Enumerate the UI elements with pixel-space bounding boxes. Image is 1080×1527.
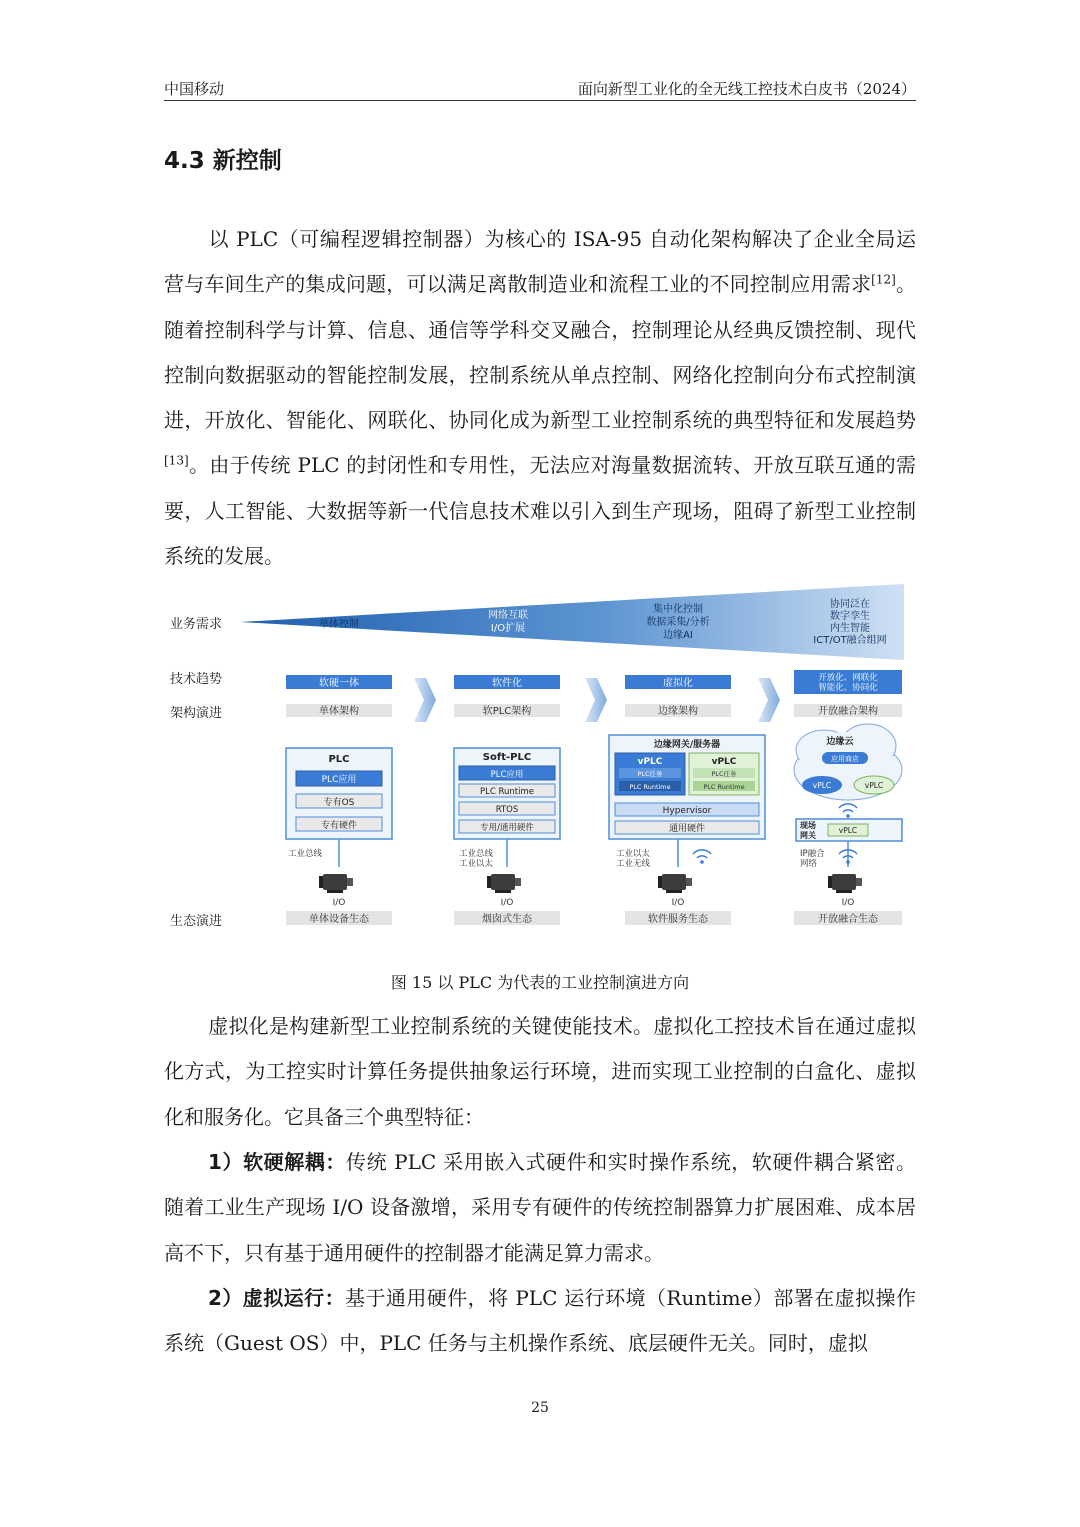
bus-label: 工业无线 <box>616 859 651 869</box>
arch-stage-1: 单体架构 <box>319 706 359 717</box>
row-label-eco: 生态演进 <box>170 914 223 929</box>
arch-stage-2: 软PLC架构 <box>482 706 532 717</box>
business-stage-4-line: 数字孪生 <box>830 611 870 622</box>
chevron-arrow-icon <box>585 678 607 722</box>
vplc-vm-2-title: vPLC <box>711 757 737 767</box>
feature-label: 1）软硬解耦： <box>208 1150 347 1174</box>
eco-stage-1: 单体设备生态 <box>309 914 369 925</box>
softplc-app-label: PLC应用 <box>490 770 524 780</box>
tech-stage-4-line: 开放化、网联化 <box>818 673 878 683</box>
plc-hw-label: 专有硬件 <box>320 821 358 831</box>
feature-label: 2）虚拟运行： <box>208 1286 346 1310</box>
motor-icon <box>828 874 862 893</box>
tech-stage-4-line: 智能化、协同化 <box>818 683 878 693</box>
row-label-arch: 架构演进 <box>170 706 223 721</box>
motor-icon <box>658 874 692 893</box>
plc-app-label: PLC应用 <box>321 775 357 785</box>
wifi-icon <box>693 850 711 864</box>
tech-stage-1: 软硬一体 <box>319 678 359 689</box>
edge-cloud-title: 边缘云 <box>826 737 854 747</box>
field-gateway-label: 网关 <box>800 831 816 840</box>
business-stage-4-line: 协同泛在 <box>830 599 870 610</box>
bus-label: 工业总线 <box>288 849 323 859</box>
bus-label: 工业以太 <box>459 859 494 869</box>
plc-title: PLC <box>328 754 350 765</box>
wifi-icon <box>839 804 857 818</box>
business-stage-3-line: 边缘AI <box>663 630 693 641</box>
general-hw-label: 通用硬件 <box>668 824 706 834</box>
evolution-diagram <box>164 580 916 940</box>
motor-icon <box>319 874 353 893</box>
softplc-runtime-label: PLC Runtime <box>479 787 535 797</box>
edge-server-title: 边缘网关/服务器 <box>653 740 721 750</box>
business-stage-3-line: 数据采集/分析 <box>646 617 710 628</box>
cloud-vplc-a-label: vPLC <box>812 781 832 790</box>
eco-stage-3: 软件服务生态 <box>648 914 708 925</box>
paragraph-text: 。由于传统 PLC 的封闭性和专用性，无法应对海量数据流转、开放互联互通的需要，人工智能、大数据等新一代信息技术难以引入到生产现场，阻碍了新型工业控制系统的发展。 <box>164 453 916 569</box>
gateway-vplc-label: vPLC <box>838 826 858 835</box>
citation-ref[interactable]: [13] <box>164 453 189 468</box>
field-gateway-label: 现场 <box>800 821 816 830</box>
row-label-business: 业务需求 <box>170 617 223 632</box>
vplc-runtime-label: PLC Runtime <box>703 783 745 791</box>
business-stage-4-line: 内生智能 <box>830 623 870 634</box>
citation-ref[interactable]: [12] <box>871 272 896 287</box>
page-header <box>164 74 916 101</box>
business-stage-1: 单体控制 <box>319 619 359 630</box>
section-title: 4.3 新控制 <box>164 148 282 174</box>
cloud-vplc-b-label: vPLC <box>864 781 884 790</box>
io-label: I/O <box>500 898 514 908</box>
paragraph-feature-1 <box>164 1140 916 1276</box>
paragraph-feature-2 <box>164 1276 916 1367</box>
evolution-figure <box>164 580 916 940</box>
hypervisor-label: Hypervisor <box>662 806 712 816</box>
softplc-rtos-label: RTOS <box>495 805 519 815</box>
business-stage-2-line: I/O扩展 <box>490 623 526 634</box>
vplc-task-label: PLC任务 <box>711 770 737 778</box>
eco-stage-4: 开放融合生态 <box>818 914 878 925</box>
net-label: 网络 <box>800 859 818 869</box>
paragraph-text: 传统 PLC 采用嵌入式硬件和实时操作系统，软硬件耦合紧密。随着工业生产现场 I/O 设备激增，采用专有硬件的传统控制器算力扩展困难、成本居高不下，只有基于通用硬件的控制器才能满足算力需求。 <box>164 1150 916 1265</box>
chevron-arrow-icon <box>414 678 436 722</box>
chevron-arrow-icon <box>758 678 780 722</box>
vplc-runtime-label: PLC Runtime <box>629 783 671 791</box>
softplc-title: Soft-PLC <box>482 752 532 763</box>
paragraph-text: 虚拟化是构建新型工业控制系统的关键使能技术。虚拟化工控技术旨在通过虚拟化方式，为工控实时计算任务提供抽象运行环境，进而实现工业控制的白盒化、虚拟化和服务化。它具备三个典型特征： <box>164 1014 916 1129</box>
io-label: I/O <box>671 898 685 908</box>
io-label: I/O <box>841 898 855 908</box>
motor-icon <box>487 874 521 893</box>
eco-stage-2: 烟囱式生态 <box>482 914 532 925</box>
vplc-task-label: PLC任务 <box>637 770 663 778</box>
paragraph-text: 基于通用硬件，将 PLC 运行环境（Runtime）部署在虚拟操作系统（Guest OS）中，PLC 任务与主机操作系统、底层硬件无关。同时，虚拟 <box>164 1286 916 1356</box>
header-doc-title: 面向新型工业化的全无线工控技术白皮书（2024） <box>577 80 916 98</box>
page-number: 25 <box>531 1400 549 1416</box>
tech-stage-3: 虚拟化 <box>663 678 693 689</box>
bus-label: 工业总线 <box>459 849 494 859</box>
bus-label: 工业以太 <box>616 849 651 859</box>
softplc-hw-label: 专用/通用硬件 <box>480 823 534 833</box>
business-stage-4-line: ICT/OT融合组网 <box>813 635 887 646</box>
arch-stage-4: 开放融合架构 <box>818 706 878 717</box>
app-store-label: 应用商店 <box>831 755 859 763</box>
paragraph-intro <box>164 217 916 579</box>
arch-stage-3: 边缘架构 <box>658 706 698 717</box>
header-org: 中国移动 <box>164 80 225 98</box>
paragraph-text: 以 PLC（可编程逻辑控制器）为核心的 ISA-95 自动化架构解决了企业全局运营与车间生产的集成问题，可以满足离散制造业和流程工业的不同控制应用需求 <box>164 227 916 297</box>
paragraph-virtualization <box>164 1004 916 1140</box>
tech-stage-2: 软件化 <box>492 678 522 689</box>
paragraph-text: 。随着控制科学与计算、信息、通信等学科交叉融合，控制理论从经典反馈控制、现代控制向数据驱动的智能控制发展，控制系统从单点控制、网络化控制向分布式控制演进，开放化、智能化、网联化、协同化成为新型工业控制系统的典型特征和发展趋势 <box>164 272 917 433</box>
figure-caption: 图 15 以 PLC 为代表的工业控制演进方向 <box>390 973 690 992</box>
business-stage-3-line: 集中化控制 <box>653 604 703 615</box>
io-label: I/O <box>332 898 346 908</box>
row-label-tech: 技术趋势 <box>170 672 223 687</box>
business-stage-2-line: 网络互联 <box>488 610 528 621</box>
net-label: IP融合 <box>800 849 825 859</box>
plc-os-label: 专有OS <box>323 798 355 808</box>
vplc-vm-1-title: vPLC <box>637 757 663 767</box>
